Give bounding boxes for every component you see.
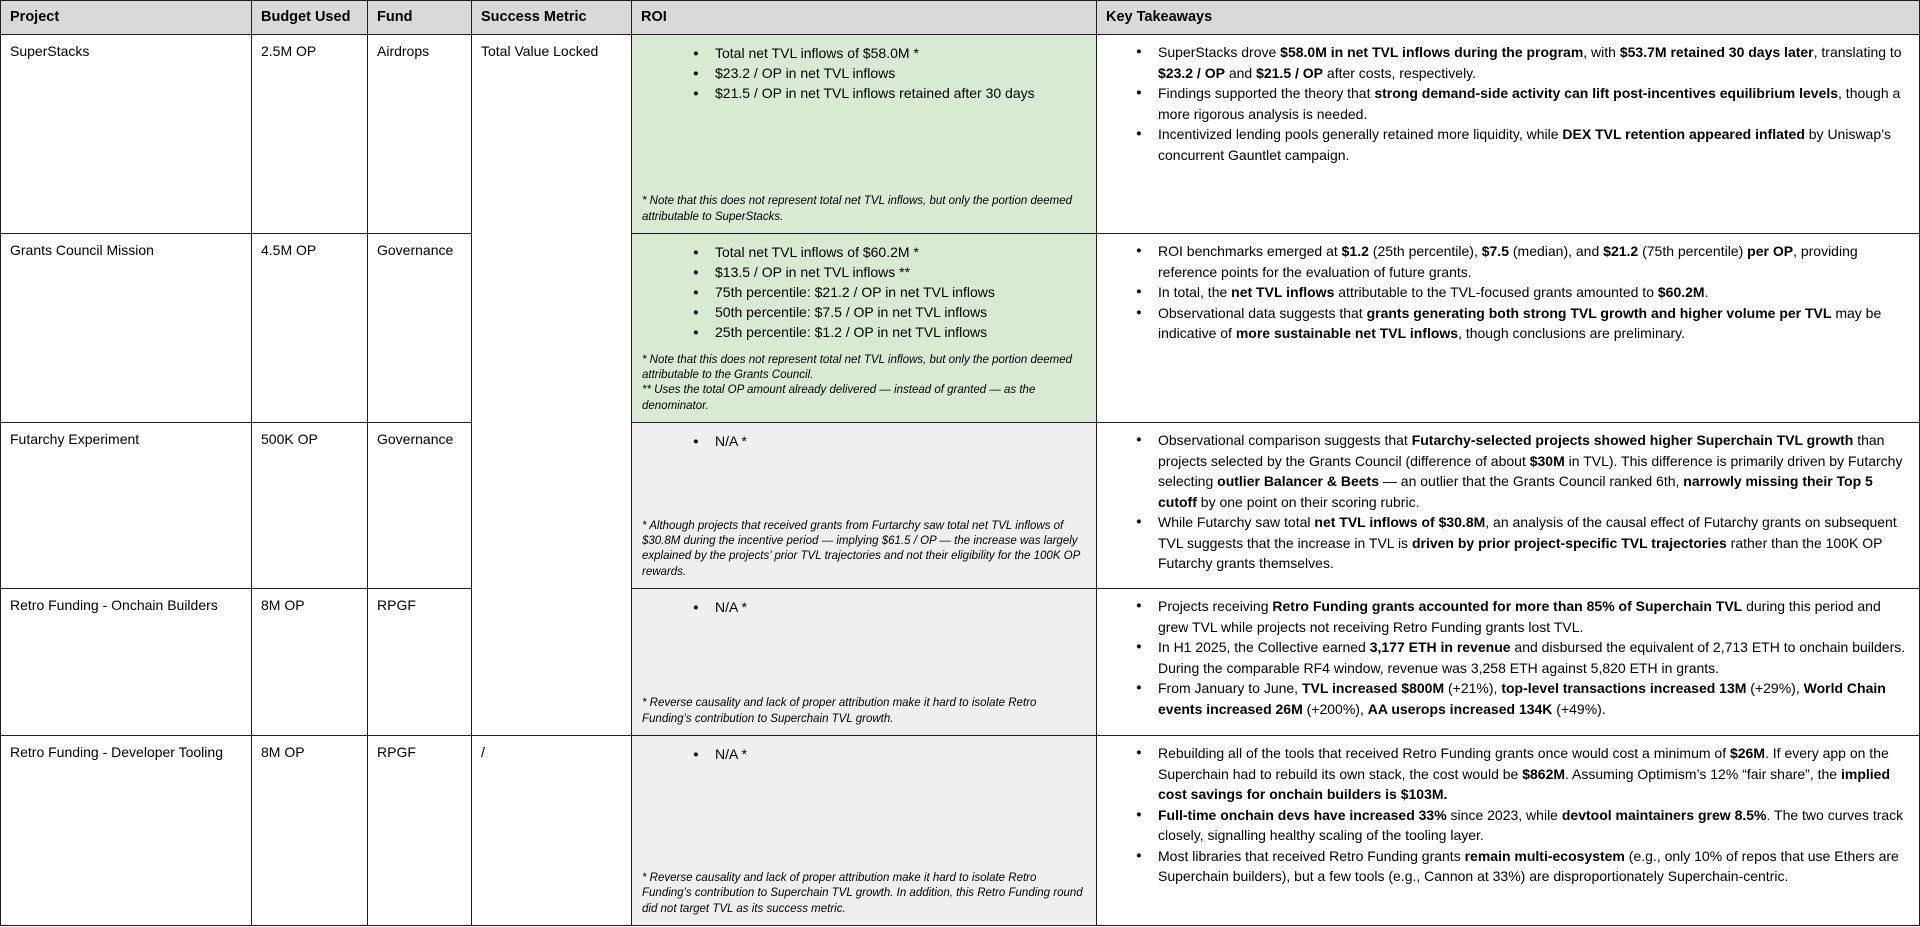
fund-cell: Governance <box>368 234 472 423</box>
text-run: than projects selected by the Grants Council (difference of about <box>1158 432 1885 469</box>
text-run: Observational comparison suggests that <box>1158 432 1412 448</box>
text-run: (75th percentile) <box>1638 243 1748 259</box>
bold-text-run: narrowly missing their Top 5 cutoff <box>1158 473 1873 510</box>
fund-cell: Airdrops <box>368 35 472 234</box>
text-run: since 2023, while <box>1446 806 1562 823</box>
table-row <box>1 589 1920 736</box>
roi-bullet-item: ● 75th percentile: $21.2 / OP in net TVL inflows <box>693 283 1087 303</box>
roi-footnote-line: * Note that this does not represent total net TVL inflows, but only the portion deemed attributable to SuperStacks. <box>642 195 1073 223</box>
text-run: Most libraries that received Retro Funding grants <box>1158 847 1465 864</box>
text-run: (+29%), <box>1746 680 1804 697</box>
text-run: In total, the <box>1158 284 1232 301</box>
bold-text-run: $58.0M in net TVL inflows during the program <box>1280 44 1584 60</box>
project-cell: SuperStacks <box>1 35 252 234</box>
roi-bullet-list <box>693 598 1087 618</box>
bold-text-run: strong demand-side activity can lift post-incentives equilibrium levels <box>1374 85 1839 102</box>
budget-used-cell: 2.5M OP <box>252 35 368 234</box>
fund-cell: Governance <box>368 423 472 589</box>
roi-cell <box>632 736 1097 926</box>
roi-bullet-item: ● 25th percentile: $1.2 / OP in net TVL inflows <box>693 323 1087 343</box>
success-metric-cell: Total Value Locked <box>472 35 632 736</box>
text-run: . If every app on the Superchain had to rebuild its own stack, the cost would be <box>1158 745 1889 782</box>
project-cell: Retro Funding - Onchain Builders <box>1 589 252 736</box>
budget-used-cell: 4.5M OP <box>252 234 368 423</box>
text-run: attributable to the TVL-focused grants amounted to <box>1334 284 1658 301</box>
roi-bullet-list <box>693 243 1087 342</box>
roi-bullet-list <box>693 745 1087 765</box>
project-cell: Futarchy Experiment <box>1 423 252 589</box>
bold-text-run: driven by prior project-specific TVL trajectories <box>1411 534 1727 551</box>
roi-footnote-line: * Although projects that received grants from Furtarchy saw total net TVL inflows of $30.8M during the incentive period — implying $61.5 / OP — the increase was largely explained by the projects’ prior TVL trajectories and not their eligibility for the 100K OP rewards. <box>642 519 1080 578</box>
bold-text-run: $21.2 <box>1603 243 1639 259</box>
col-header-fund: Fund <box>368 1 472 35</box>
fund-cell: RPGF <box>368 589 472 736</box>
takeaway-item <box>1136 241 1910 282</box>
roi-footnote <box>642 519 1087 580</box>
roi-footnote-line: * Reverse causality and lack of proper attribution make it hard to isolate Retro Funding’s contribution to Superchain TVL growth. <box>642 697 1037 725</box>
bold-text-run: $26M <box>1729 745 1766 761</box>
success-metric-cell: / <box>472 736 632 926</box>
takeaway-item <box>1136 83 1910 124</box>
bold-text-run: $53.7M retained 30 days later <box>1619 44 1814 60</box>
roi-footnote <box>642 696 1087 727</box>
text-run: during this period and grew TVL while projects not receiving Retro Funding grants lost TVL. <box>1158 598 1881 635</box>
bold-text-run: $1.2 <box>1341 243 1369 259</box>
text-run: While Futarchy saw total <box>1158 514 1315 531</box>
col-header-key-takeaways: Key Takeaways <box>1097 1 1920 35</box>
text-run: SuperStacks drove <box>1158 44 1281 60</box>
takeaways-list <box>1136 743 1910 887</box>
bold-text-run: devtool maintainers grew 8.5% <box>1561 806 1767 823</box>
bold-text-run: $23.2 / OP <box>1158 64 1225 81</box>
bold-text-run: DEX TVL retention appeared inflated <box>1562 126 1805 143</box>
roi-cell <box>632 234 1097 423</box>
takeaway-item <box>1136 846 1910 887</box>
takeaway-item <box>1136 303 1910 344</box>
roi-bullet-item: ● N/A * <box>693 432 1087 452</box>
text-run: (median), and <box>1508 243 1604 259</box>
roi-footnote <box>642 871 1087 917</box>
takeaways-list <box>1136 430 1910 574</box>
col-header-project: Project <box>1 1 252 35</box>
takeaway-item <box>1136 805 1910 846</box>
text-run: , translating to <box>1813 44 1902 60</box>
takeaway-item <box>1136 678 1910 719</box>
roi-bullet-list <box>693 432 1087 452</box>
text-run: Incentivized lending pools generally retained more liquidity, while <box>1158 126 1563 143</box>
text-run: in TVL). This difference is primarily driven by Futarchy selecting <box>1158 452 1903 490</box>
bold-text-run: 3,177 ETH in revenue <box>1369 639 1511 656</box>
project-cell: Grants Council Mission <box>1 234 252 423</box>
roi-bullet-item: ● N/A * <box>693 745 1087 765</box>
roi-bullet-list <box>693 44 1087 104</box>
text-run: (25th percentile), <box>1368 243 1482 259</box>
bold-text-run: remain multi-ecosystem <box>1464 847 1625 864</box>
text-run: Projects receiving <box>1158 598 1273 614</box>
text-run: (+200%), <box>1302 700 1368 717</box>
text-run: . <box>1704 284 1709 301</box>
text-run: From January to June, <box>1158 680 1302 697</box>
bold-text-run: grants generating both strong TVL growth and higher volume per TVL <box>1366 304 1832 321</box>
text-run: (+49%). <box>1552 700 1606 717</box>
bold-text-run: Futarchy-selected projects showed higher Superchain TVL growth <box>1411 432 1854 448</box>
takeaway-item <box>1136 282 1910 303</box>
bold-text-run: per OP <box>1747 243 1794 259</box>
text-run: Rebuilding all of the tools that received Retro Funding grants once would cost a minimum of <box>1158 745 1730 761</box>
text-run: ROI benchmarks emerged at <box>1158 243 1342 259</box>
key-takeaways-cell <box>1097 234 1920 423</box>
roi-cell <box>632 35 1097 234</box>
roi-cell <box>632 589 1097 736</box>
roi-bullet-item: ● N/A * <box>693 598 1087 618</box>
text-run: , with <box>1583 44 1620 60</box>
text-run: by Uniswap’s concurrent Gauntlet campaign. <box>1158 126 1891 163</box>
col-header-budget-used: Budget Used <box>252 1 368 35</box>
col-header-roi: ROI <box>632 1 1097 35</box>
roi-bullet-item: ● Total net TVL inflows of $58.0M * <box>693 44 1087 64</box>
table-body <box>1 35 1920 926</box>
bold-text-run: Full-time onchain devs have increased 33% <box>1158 806 1447 823</box>
text-run: and disbursed the equivalent of 2,713 ETH to onchain builders. During the comparable RF4 window, revenue was 3,258 ETH against 5,820 ETH in grants. <box>1158 639 1906 676</box>
bold-text-run: Retro Funding grants accounted for more than 85% of Superchain TVL <box>1272 598 1743 614</box>
text-run: . Assuming Optimism’s 12% “fair share”, the <box>1565 765 1841 782</box>
text-run: (+21%), <box>1444 680 1502 697</box>
text-run: , providing reference points for the evaluation of future grants. <box>1158 243 1858 280</box>
text-run: , though a more rigorous analysis is needed. <box>1158 85 1901 122</box>
takeaways-list <box>1136 241 1910 344</box>
table-row <box>1 423 1920 589</box>
takeaway-item <box>1136 596 1910 637</box>
bold-text-run: net TVL inflows <box>1231 284 1335 301</box>
text-run: , an analysis of the causal effect of Futarchy grants on subsequent TVL suggests that the increase in TVL is <box>1158 514 1897 551</box>
key-takeaways-cell <box>1097 423 1920 589</box>
takeaway-item <box>1136 512 1910 574</box>
text-run: — an outlier that the Grants Council ranked 6th, <box>1379 473 1684 490</box>
text-run: , though conclusions are preliminary. <box>1458 325 1686 342</box>
text-run: (e.g., only 10% of repos that use Ethers are Superchain builders), but a few tools (e.g., Cannon at 33%) are disproportionately Superchain-centric. <box>1158 847 1899 885</box>
takeaway-item <box>1136 124 1910 165</box>
takeaways-list <box>1136 596 1910 719</box>
col-header-success-metric: Success Metric <box>472 1 632 35</box>
roi-bullet-item: ● 50th percentile: $7.5 / OP in net TVL inflows <box>693 303 1087 323</box>
bold-text-run: World Chain events increased 26M <box>1158 680 1886 717</box>
roi-bullet-item: ● $23.2 / OP in net TVL inflows <box>693 64 1087 84</box>
table-row <box>1 234 1920 423</box>
takeaways-list <box>1136 42 1910 165</box>
roi-footnote <box>642 194 1087 225</box>
takeaway-item <box>1136 430 1910 512</box>
roi-footnote-line: * Reverse causality and lack of proper attribution make it hard to isolate Retro Funding’s contribution to Superchain TVL growth. In addition, this Retro Funding round did not target TVL as its success metric. <box>642 872 1083 915</box>
takeaway-item <box>1136 743 1910 805</box>
budget-used-cell: 500K OP <box>252 423 368 589</box>
roi-cell <box>632 423 1097 589</box>
bold-text-run: outlier Balancer & Beets <box>1217 473 1379 490</box>
key-takeaways-cell <box>1097 736 1920 926</box>
bold-text-run: implied cost savings for onchain builders is $103M. <box>1158 765 1890 803</box>
roi-footnote-line: ** Uses the total OP amount already delivered — instead of granted — as the denominator. <box>642 384 1036 412</box>
text-run: Findings supported the theory that <box>1158 85 1375 102</box>
text-run: may be indicative of <box>1158 304 1882 342</box>
text-run: by one point on their scoring rubric. <box>1196 493 1420 510</box>
key-takeaways-cell <box>1097 589 1920 736</box>
bold-text-run: net TVL inflows of $30.8M <box>1314 514 1486 531</box>
roi-bullet-item: ● Total net TVL inflows of $60.2M * <box>693 243 1087 263</box>
takeaway-item <box>1136 42 1910 83</box>
bold-text-run: $60.2M <box>1657 284 1705 301</box>
text-run: . The two curves track closely, signalling healthy scaling of the tooling layer. <box>1158 806 1904 844</box>
bold-text-run: $7.5 <box>1481 243 1509 259</box>
roi-footnote-line: * Note that this does not represent total net TVL inflows, but only the portion deemed attributable to the Grants Council. <box>642 353 1073 382</box>
fund-cell: RPGF <box>368 736 472 926</box>
text-run: In H1 2025, the Collective earned <box>1158 639 1370 656</box>
text-run: rather than the 100K OP Futarchy grants themselves. <box>1158 534 1883 572</box>
bold-text-run: TVL increased $800M <box>1301 680 1445 697</box>
roi-bullet-item: ● $21.5 / OP in net TVL inflows retained after 30 days <box>693 84 1087 104</box>
bold-text-run: $30M <box>1529 452 1565 469</box>
bold-text-run: $862M <box>1522 765 1566 782</box>
bold-text-run: AA userops increased 134K <box>1367 700 1553 717</box>
takeaway-item <box>1136 637 1910 678</box>
roi-footnote <box>642 353 1087 414</box>
table-row <box>1 35 1920 234</box>
text-run: after costs, respectively. <box>1323 64 1477 81</box>
bold-text-run: top-level transactions increased 13M <box>1501 680 1747 697</box>
text-run: and <box>1224 64 1257 81</box>
budget-used-cell: 8M OP <box>252 736 368 926</box>
budget-used-cell: 8M OP <box>252 589 368 736</box>
bold-text-run: $21.5 / OP <box>1256 64 1324 81</box>
table-row <box>1 736 1920 926</box>
table-header-row <box>1 1 1920 35</box>
roi-bullet-item: ● $13.5 / OP in net TVL inflows ** <box>693 263 1087 283</box>
text-run: Observational data suggests that <box>1158 304 1367 321</box>
key-takeaways-cell <box>1097 35 1920 234</box>
project-cell: Retro Funding - Developer Tooling <box>1 736 252 926</box>
bold-text-run: more sustainable net TVL inflows <box>1235 325 1459 342</box>
